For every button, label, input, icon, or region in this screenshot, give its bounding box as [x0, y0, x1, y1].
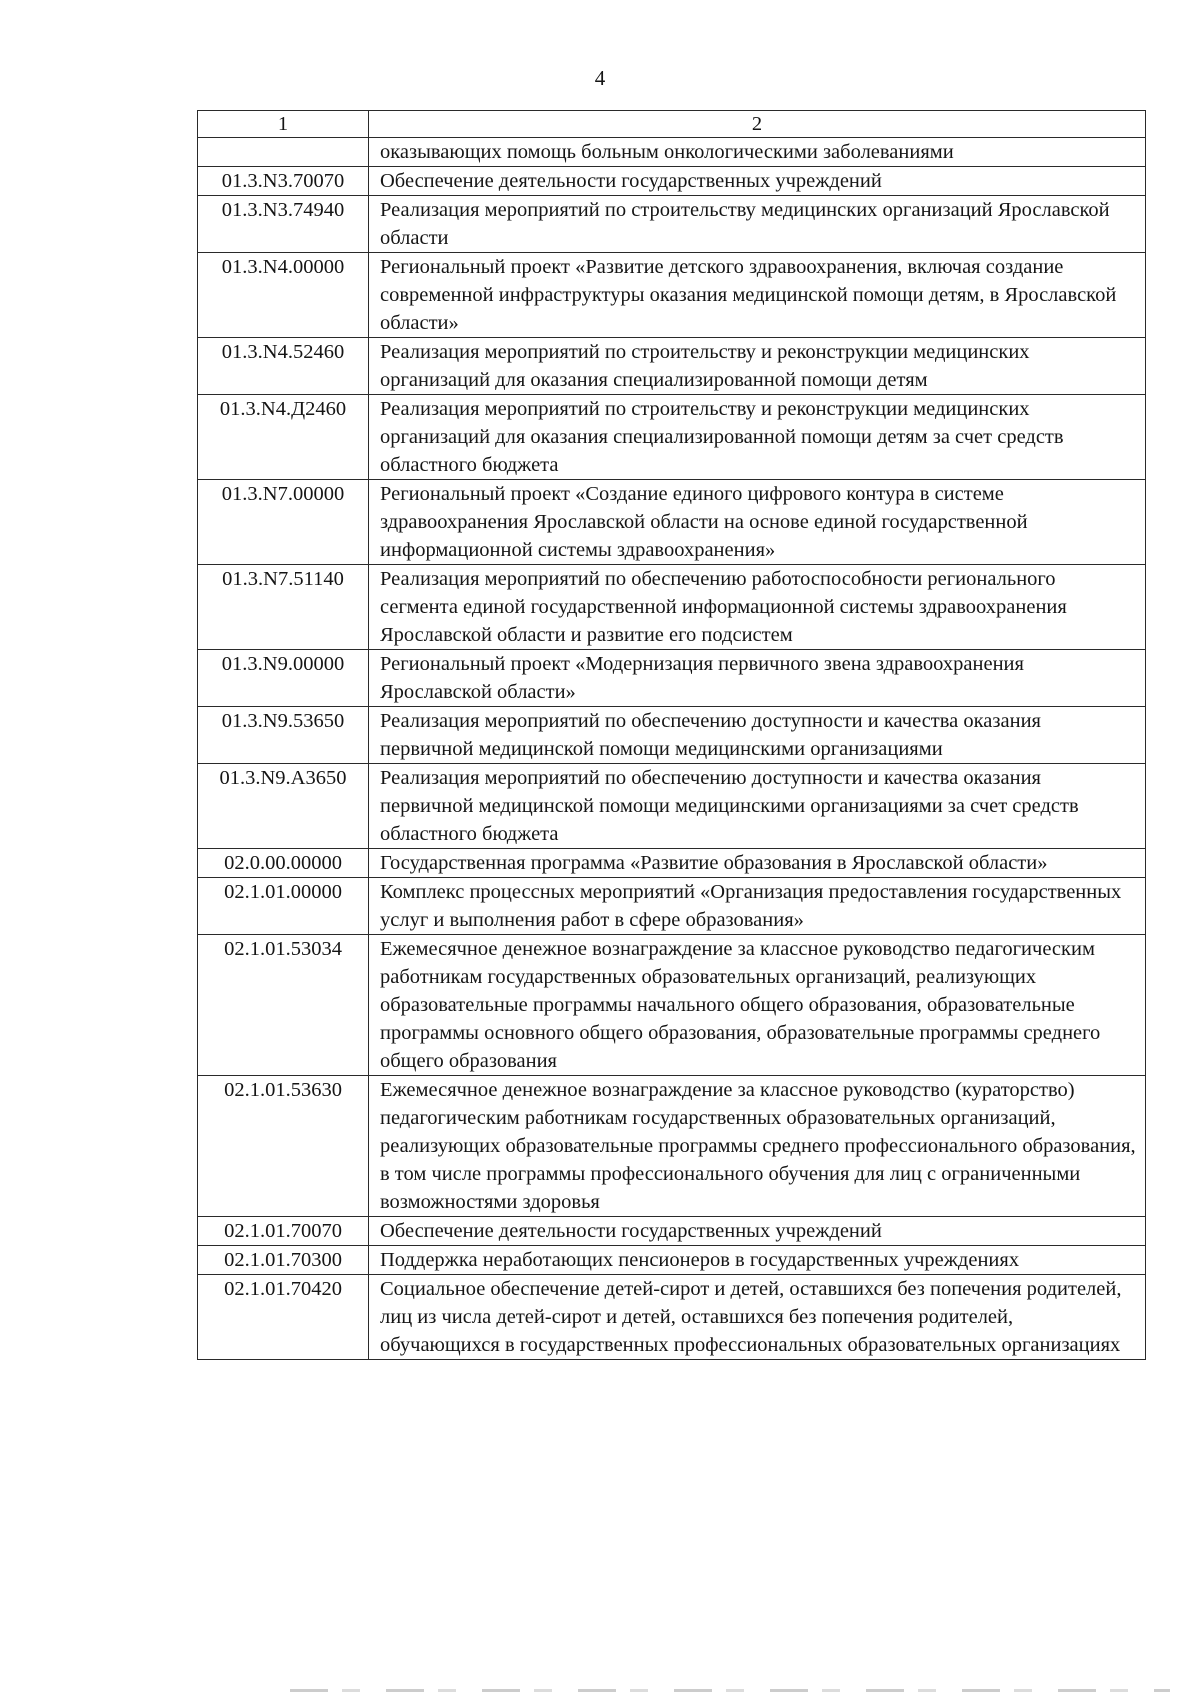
row-code: 02.1.01.53630 — [198, 1076, 369, 1217]
budget-code-table — [197, 110, 1146, 1360]
scan-artifact-line — [290, 1689, 1170, 1692]
column-header-description: 2 — [369, 111, 1146, 138]
table-row — [198, 878, 1146, 935]
row-code: 01.3.N7.00000 — [198, 480, 369, 565]
row-code: 02.1.01.70420 — [198, 1275, 369, 1360]
row-description: Реализация мероприятий по строительству медицинских организаций Ярославской области — [369, 196, 1146, 253]
row-description: Региональный проект «Создание единого цифрового контура в системе здравоохранения Ярославской области на основе единой государственной информационной системы здравоохранения» — [369, 480, 1146, 565]
row-description: Реализация мероприятий по строительству и реконструкции медицинских организаций для оказания специализированной помощи детям — [369, 338, 1146, 395]
table-row — [198, 650, 1146, 707]
row-description: Реализация мероприятий по обеспечению работоспособности регионального сегмента единой государственной информационной системы здравоохранения Ярославской области и развитие его подсистем — [369, 565, 1146, 650]
table-row — [198, 1076, 1146, 1217]
row-code: 02.1.01.70300 — [198, 1246, 369, 1275]
row-code: 01.3.N9.53650 — [198, 707, 369, 764]
row-code: 01.3.N9.A3650 — [198, 764, 369, 849]
row-code: 01.3.N9.00000 — [198, 650, 369, 707]
table-row — [198, 565, 1146, 650]
row-code: 02.1.01.00000 — [198, 878, 369, 935]
table-row — [198, 138, 1146, 167]
row-description: Региональный проект «Развитие детского здравоохранения, включая создание современной инфраструктуры оказания медицинской помощи детям, в Ярославской области» — [369, 253, 1146, 338]
table-row — [198, 935, 1146, 1076]
row-description: Комплекс процессных мероприятий «Организация предоставления государственных услуг и выполнения работ в сфере образования» — [369, 878, 1146, 935]
row-code: 01.3.N4.Д2460 — [198, 395, 369, 480]
table-row — [198, 196, 1146, 253]
table-row — [198, 1217, 1146, 1246]
row-description: Ежемесячное денежное вознаграждение за классное руководство (кураторство) педагогическим работникам государственных образовательных организаций, реализующих образовательные программы среднего профессионального образования, в том числе программы профессионального обучения для лиц с ограниченными возможностями здоровья — [369, 1076, 1146, 1217]
table-header-row — [198, 111, 1146, 138]
row-code — [198, 138, 369, 167]
row-code: 02.1.01.53034 — [198, 935, 369, 1076]
row-description: оказывающих помощь больным онкологическими заболеваниями — [369, 138, 1146, 167]
row-description: Реализация мероприятий по обеспечению доступности и качества оказания первичной медицинской помощи медицинскими организациями — [369, 707, 1146, 764]
row-code: 02.0.00.00000 — [198, 849, 369, 878]
row-description: Социальное обеспечение детей-сирот и детей, оставшихся без попечения родителей, лиц из числа детей-сирот и детей, оставшихся без попечения родителей, обучающихся в государственных профессиональных образовательных организациях — [369, 1275, 1146, 1360]
row-code: 01.3.N3.74940 — [198, 196, 369, 253]
row-code: 01.3.N4.52460 — [198, 338, 369, 395]
row-code: 02.1.01.70070 — [198, 1217, 369, 1246]
row-description: Реализация мероприятий по обеспечению доступности и качества оказания первичной медицинской помощи медицинскими организациями за счет средств областного бюджета — [369, 764, 1146, 849]
row-code: 01.3.N3.70070 — [198, 167, 369, 196]
table-row — [198, 707, 1146, 764]
column-header-code: 1 — [198, 111, 369, 138]
row-code: 01.3.N4.00000 — [198, 253, 369, 338]
table-row — [198, 764, 1146, 849]
table-row — [198, 253, 1146, 338]
table-row — [198, 395, 1146, 480]
row-code: 01.3.N7.51140 — [198, 565, 369, 650]
row-description: Реализация мероприятий по строительству и реконструкции медицинских организаций для оказания специализированной помощи детям за счет средств областного бюджета — [369, 395, 1146, 480]
row-description: Обеспечение деятельности государственных учреждений — [369, 1217, 1146, 1246]
table-row — [198, 849, 1146, 878]
row-description: Ежемесячное денежное вознаграждение за классное руководство педагогическим работникам государственных образовательных организаций, реализующих образовательные программы начального общего образования, образовательные программы основного общего образования, образовательные программы среднего общего образования — [369, 935, 1146, 1076]
row-description: Поддержка неработающих пенсионеров в государственных учреждениях — [369, 1246, 1146, 1275]
table-row — [198, 167, 1146, 196]
row-description: Обеспечение деятельности государственных учреждений — [369, 167, 1146, 196]
table-row — [198, 338, 1146, 395]
table-row — [198, 480, 1146, 565]
page-number: 4 — [594, 66, 606, 90]
table-row — [198, 1246, 1146, 1275]
row-description: Государственная программа «Развитие образования в Ярославской области» — [369, 849, 1146, 878]
row-description: Региональный проект «Модернизация первичного звена здравоохранения Ярославской области» — [369, 650, 1146, 707]
table-row — [198, 1275, 1146, 1360]
